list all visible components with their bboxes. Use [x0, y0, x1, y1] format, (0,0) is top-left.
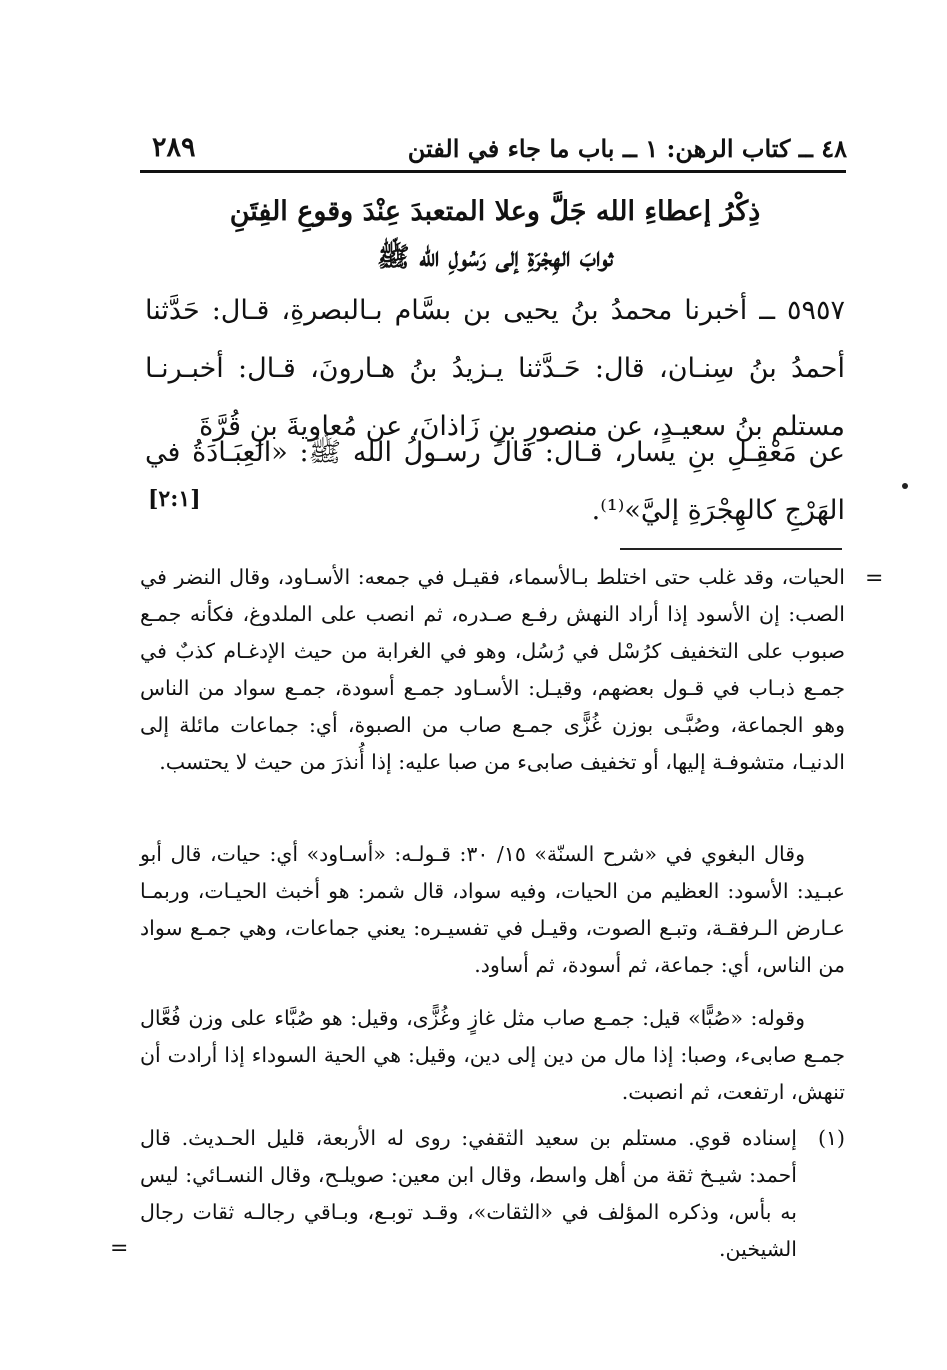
footnote-paragraph: الحيات، وقد غلب حتى اختلط بـالأسماء، فقيـل في جمعه: الأسـاود، وقال النضر في الصب: إن الأسود إذا أراد النهش رفـع صـدره، ثم انصب على الملدوغ، فكأنه جمـع صبوب على التخفيف كرُسْل في رُسُل، وهو في الغرابة من حيث الإدغـام كذبٌ في جمـع ذبـاب في قـول بعضهم، وقيـل: الأسـاود جمـع أسودة، جمـع سواد من الناس وهو الجماعة، وصُبَّـى بوزن غُزًّى جمـع صاب من الصبوة، أي: جماعات مائلة إلى الدنيـا، متشوفـة إليها، أو تخفيف صابىء من صبا عليه: إذا أُنذرَ من حيث لا يحتسب. — [140, 565, 845, 774]
continuation-mark-bottom: = — [110, 1236, 129, 1261]
page-number: ٢٨٩ — [152, 132, 196, 163]
running-title: ٤٨ ــ كتاب الرهن: ١ ــ باب ما جاء في الفتن — [407, 134, 847, 163]
hadith-chain: ٥٩٥٧ ــ أخبرنا محمدُ بنُ يحيى بن بسَّام بـالبصرةِ، قـال: حَدَّثنا أحمدُ بنُ سِنـان، قال: حَـدَّثنا يـزيدُ بنُ هـارونَ، قـال: أخبـرنـا مستلم بنُ سعيـدٍ، عن منصورِ بنِ زَاذانَ، عن مُعاويةَ بنِ قُرَّةَ — [145, 295, 845, 442]
chapter-heading: ذِكْرُ إعطاءِ الله جَلَّ وعلا المتعبدَ عِنْدَ وقوعِ الفِتَنِ — [229, 196, 761, 227]
footnote-number: (١) — [817, 1126, 845, 1150]
footnote-1-text: إسناده قوي. مستلم بن سعيد الثقفي: روى له الأربعة، قليل الحـديث. قال أحمد: شيـخ ثقة من أهل واسط، وقال ابن معين: صويلـح، وقال النسـائي: ليس به بأس، وذكره المؤلف في «الثقات»، وقـد توبـع، وبـاقي رجالـه ثقات رجال الشيخين. — [140, 1126, 797, 1261]
continuation-mark-top: = — [865, 566, 884, 591]
header-rule — [140, 170, 846, 173]
reference-mark: [٢:١] — [148, 486, 201, 512]
footnote-paragraph: وقال البغوي في «شرح السنّة» ١٥/ ٣٠: قـولـه: «أسـاود» أي: حيات، قال أبو عبـيد: الأسود: العظيم من الحيات، وفيه سواد، قال شمر: هو أخبث الحيـات، وربمـا عـارض الـرفقـة، وتبـع الصوت، وقيـل في تفسيـره: يعني جماعات، وهي جمـع سواد من الناس، أي: جماعة، ثم أسودة، ثم أساود. — [140, 842, 845, 977]
footnote-1 — [140, 1120, 845, 1268]
hadith-text: عن مَعْقِـلِ بنِ يسار، قـال: قالَ رسـولُ الله ﷺ: «العِبَـادَةُ في الهَرْجِ كالهِجْرَةِ إليَّ»⁽¹⁾. — [145, 437, 845, 526]
chapter-subheading: ثوابَ الهِجْرَةِ إلى رَسُولِ الله ﷺ — [377, 242, 613, 273]
footnote-separator — [620, 548, 842, 550]
footnote-paragraph: وقوله: «صُبًّا» قيل: جمـع صاب مثل غازٍ وغُزًّى، وقيل: هو صُبَّاء على وزن فُعَّال جمـع صابىء، وصبا: إذا مال من دين إلى دين، وقيل: هي الحية السوداء إذا أرادت أن تنهش، ارتفعت، ثم انصبت. — [140, 1006, 845, 1104]
margin-dot — [902, 483, 908, 489]
